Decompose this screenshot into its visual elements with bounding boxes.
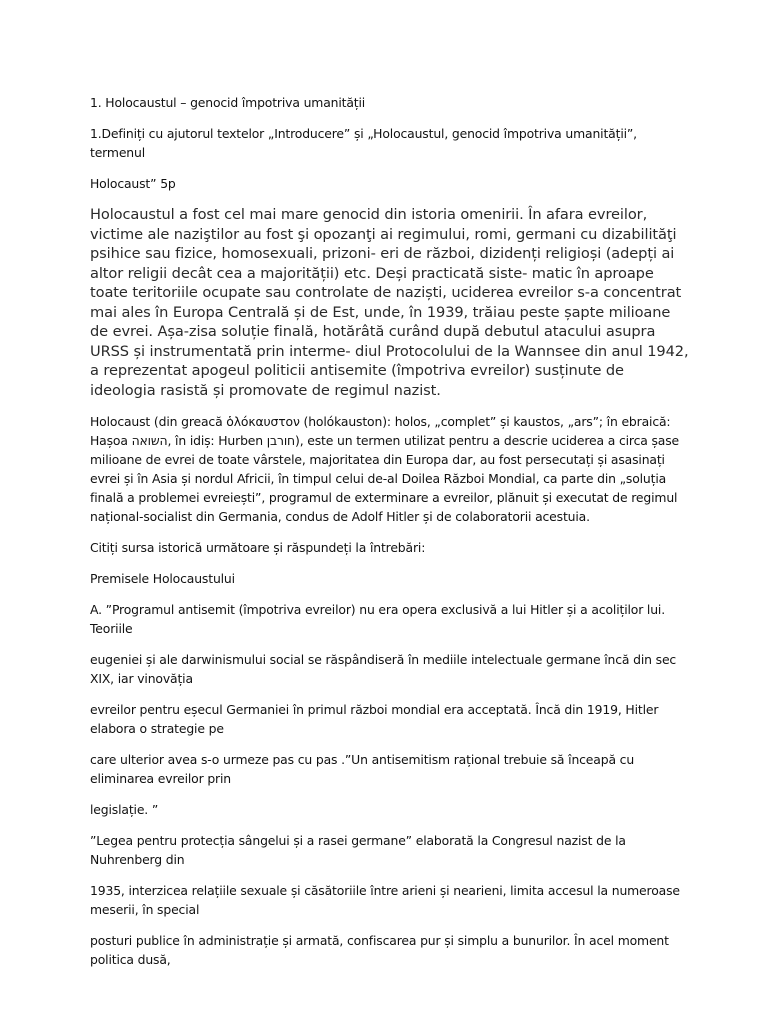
source-line: evreilor pentru eșecul Germaniei în primul război mondial era acceptată. Încă din 1919, Hitler elabora o strategie pe bbox=[90, 702, 659, 736]
section-heading: 1. Holocaustul – genocid împotriva umanității bbox=[90, 95, 366, 110]
source-section-title: Premisele Holocaustului bbox=[90, 571, 235, 586]
task-statement: 1.Definiți cu ajutorul textelor „Introducere” și „Holocaustul, genocid împotriva umanității”, termenul bbox=[90, 126, 637, 160]
source-line: posturi publice în administrație și armată, confiscarea pur și simplu a bunurilor. În acel moment politica dusă, bbox=[90, 933, 669, 967]
source-line: 1935, interzicea relațiile sexuale și căsătoriile între arieni și nearieni, limita accesul la numeroase meserii, în special bbox=[90, 883, 680, 917]
source-line: ”Legea pentru protecția sângelui și a rasei germane” elaborată la Congresul nazist de la Nuhrenberg din bbox=[90, 833, 626, 867]
intro-paragraph: Holocaustul a fost cel mai mare genocid din istoria omenirii. În afara evreilor, victime ale naziştilor au fost şi opozanţi ai regimului, romi, germani cu dizabilităţi psihice sau fizice, homosexuali, prizoni- eri de război, dizidenți religioși (adepți ai altor religii decât cea a majorității) etc. Deși practicată siste- matic în aproape toate teritoriile ocupate sau controlate de naziști, uciderea evreilor s-a concentrat mai ales în Europa Centrală și de Est, unde, în 1939, trăiau peste șapte milioane de evrei. Așa-zisa soluție finală, hotărâtă curând după debutul atacului asupra URSS și instrumentată prin interme- diul Protocolului de la Wannsee din anul 1942, a reprezentat apogeul politicii antisemite (împotriva evreilor) susținute de ideologia rasistă și promovate de regimul nazist. bbox=[90, 206, 689, 399]
definition-paragraph: Holocaust (din greacă ὁλόκαυστον (holókauston): holos, „complet” și kaustos, „ars”; în ebraică: Hașoa השואה, în idiș: Hurben חורבן), este un termen utilizat pentru a descrie uciderea a circa șase milioane de evrei de toate vârstele, majoritatea din Europa dar, au fost persecutați și asasinați evrei și în Asia și nordul Africii, în timpul celui de-al Doilea Război Mondial, ca parte din „soluția finală a problemei evreiești”, programul de exterminare a evreilor, plănuit și executat de regimul național-socialist din Germania, condus de Adolf Hitler și de colaboratorii acestuia. bbox=[90, 414, 680, 524]
source-line: eugeniei și ale darwinismului social se răspândiseră în mediile intelectuale germane încă din sec XIX, iar vinovăția bbox=[90, 652, 677, 686]
document-body bbox=[90, 93, 690, 981]
source-line: A. ”Programul antisemit (împotriva evreilor) nu era opera exclusivă a lui Hitler și a acoliților lui. Teoriile bbox=[90, 602, 666, 636]
instruction-text: Citiți sursa istorică următoare și răspundeți la întrebări: bbox=[90, 540, 426, 555]
task-statement-continuation: Holocaust” 5p bbox=[90, 176, 176, 191]
source-line: legislație. ” bbox=[90, 802, 159, 817]
source-line: care ulterior avea s-o urmeze pas cu pas .”Un antisemitism rațional trebuie să înceapă cu eliminarea evreilor prin bbox=[90, 752, 635, 786]
